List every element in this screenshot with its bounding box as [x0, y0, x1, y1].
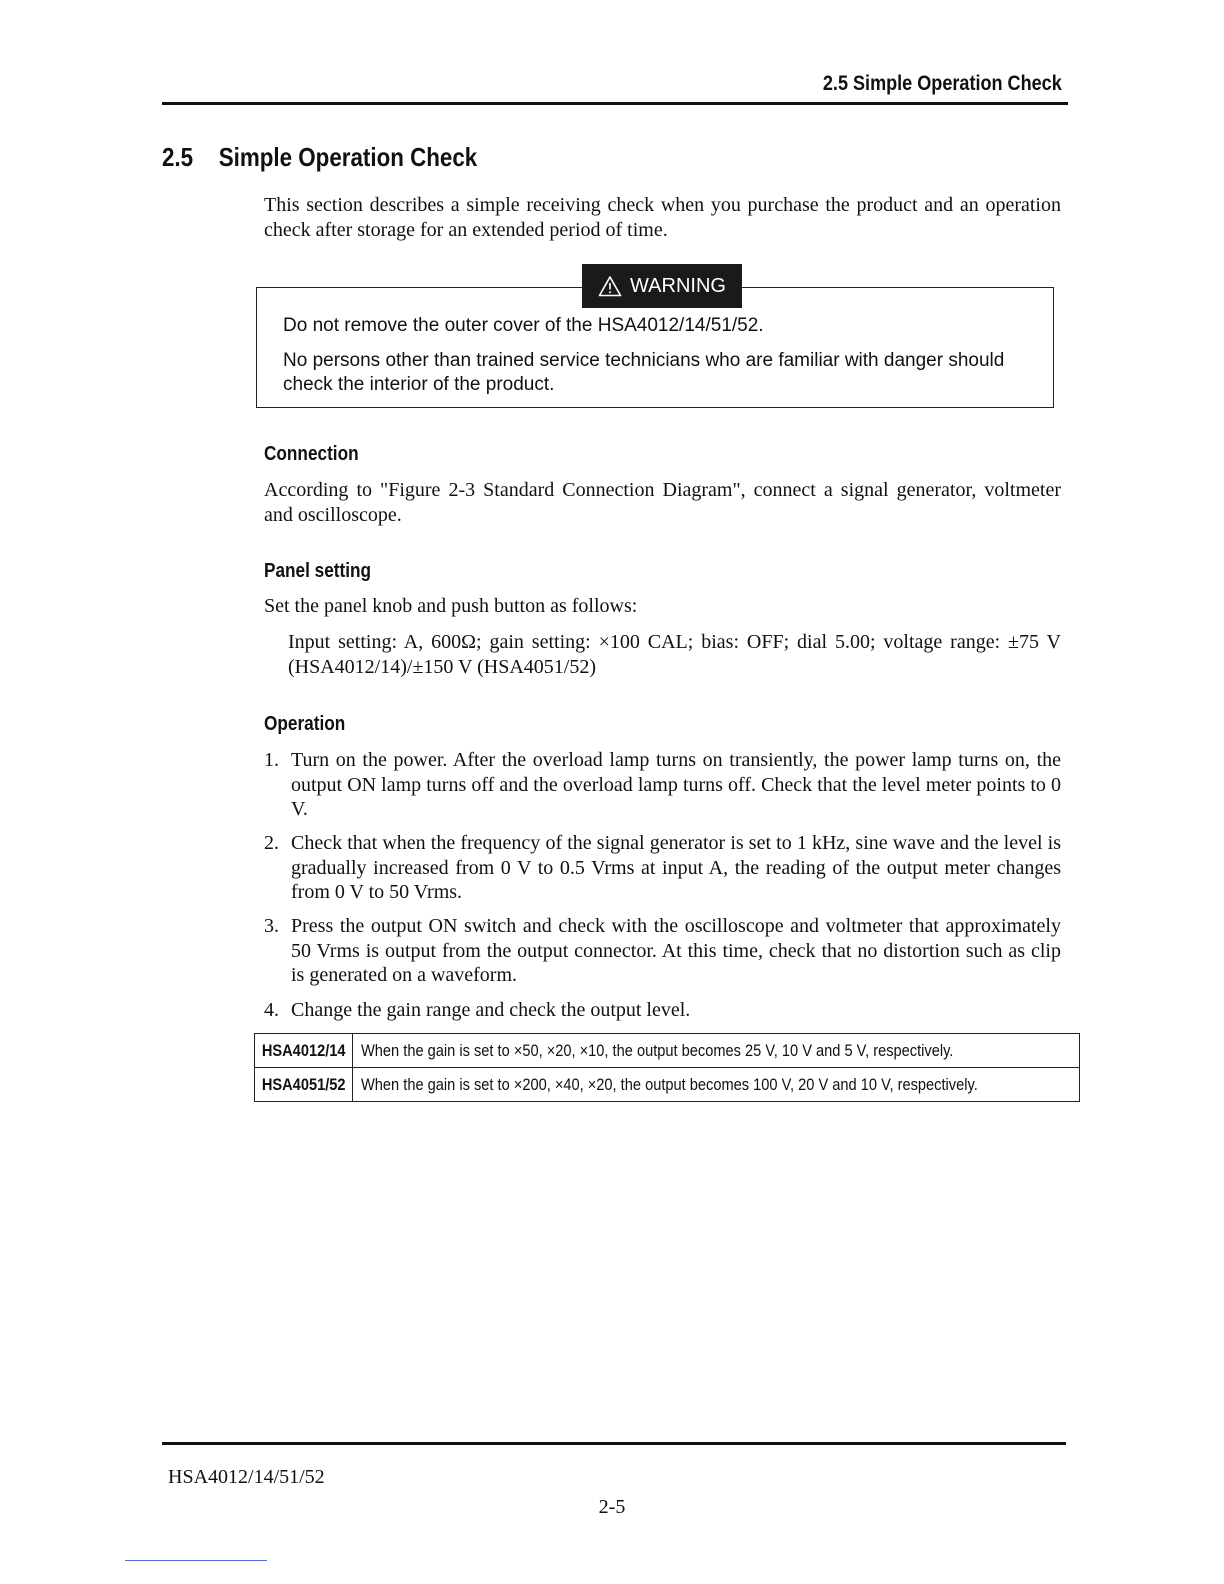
description-cell — [353, 1068, 1079, 1102]
gain-description: When the gain is set to ×50, ×20, ×10, the output becomes 25 V, 10 V and 5 V, respectively. — [361, 1040, 954, 1060]
step-number: 2. — [264, 832, 279, 854]
running-header: 2.5 Simple Operation Check — [823, 72, 1062, 95]
connection-heading: Connection — [264, 443, 359, 465]
description-cell — [353, 1034, 1079, 1068]
panel-setting-paragraph: Set the panel knob and push button as follows: — [264, 595, 638, 617]
bottom-link-underline — [125, 1560, 267, 1561]
step-number: 1. — [264, 749, 279, 771]
table-row — [255, 1068, 1080, 1102]
operation-step — [264, 998, 1061, 1023]
gain-description: When the gain is set to ×200, ×40, ×20, the output becomes 100 V, 20 V and 10 V, respectively. — [361, 1074, 979, 1094]
section-title-text: Simple Operation Check — [218, 142, 478, 172]
warning-label — [582, 264, 742, 308]
panel-setting-values: Input setting: A, 600Ω; gain setting: ×100 CAL; bias: OFF; dial 5.00; voltage range: ±75 V (HSA4012/14)/±150 V (HSA4051/52) — [288, 631, 1061, 678]
header-rule — [162, 102, 1068, 105]
warning-text-2: No persons other than trained service technicians who are familiar with danger should check the interior of the product. — [283, 350, 1005, 395]
gain-table — [254, 1033, 1080, 1102]
model-cell — [255, 1034, 353, 1068]
footer-rule — [162, 1442, 1066, 1445]
step-text: Change the gain range and check the output level. — [291, 999, 691, 1021]
step-text: Turn on the power. After the overload lamp turns on transiently, the power lamp turns on, the output ON lamp turns off and the overload lamp turns off. Check that the level meter points to 0 V. — [291, 749, 1061, 820]
page-number: 2-5 — [598, 1496, 626, 1518]
step-text: Check that when the frequency of the signal generator is set to 1 kHz, sine wave and the level is gradually increased from 0 V to 0.5 Vrms at input A, the reading of the output meter changes from 0 V to 50 Vrms. — [291, 832, 1061, 903]
operation-step — [264, 748, 1061, 822]
warning-triangle-icon — [598, 275, 622, 297]
step-number: 3. — [264, 915, 279, 937]
step-text: Press the output ON switch and check with the oscilloscope and voltmeter that approximately 50 Vrms is output from the output connector. At this time, check that no distortion such as clip is generated on a waveform. — [291, 915, 1061, 986]
footer-model-name: HSA4012/14/51/52 — [168, 1466, 325, 1488]
step-number: 4. — [264, 999, 279, 1021]
operation-heading: Operation — [264, 713, 346, 735]
warning-box — [256, 274, 1054, 408]
warning-label-text: WARNING — [630, 274, 726, 297]
warning-text-1: Do not remove the outer cover of the HSA4012/14/51/52. — [283, 315, 764, 336]
operation-step — [264, 831, 1061, 905]
section-title — [162, 142, 477, 173]
table-row — [255, 1034, 1080, 1068]
operation-step — [264, 914, 1061, 988]
connection-paragraph: According to "Figure 2-3 Standard Connection Diagram", connect a signal generator, voltmeter and oscilloscope. — [264, 479, 1061, 526]
panel-setting-heading: Panel setting — [264, 560, 372, 582]
model-name: HSA4051/52 — [261, 1074, 346, 1094]
intro-paragraph: This section describes a simple receiving check when you purchase the product and an operation check after storage for an extended period of time. — [264, 194, 1061, 241]
model-name: HSA4012/14 — [261, 1040, 346, 1060]
section-number: 2.5 — [162, 142, 194, 172]
model-cell — [255, 1068, 353, 1102]
